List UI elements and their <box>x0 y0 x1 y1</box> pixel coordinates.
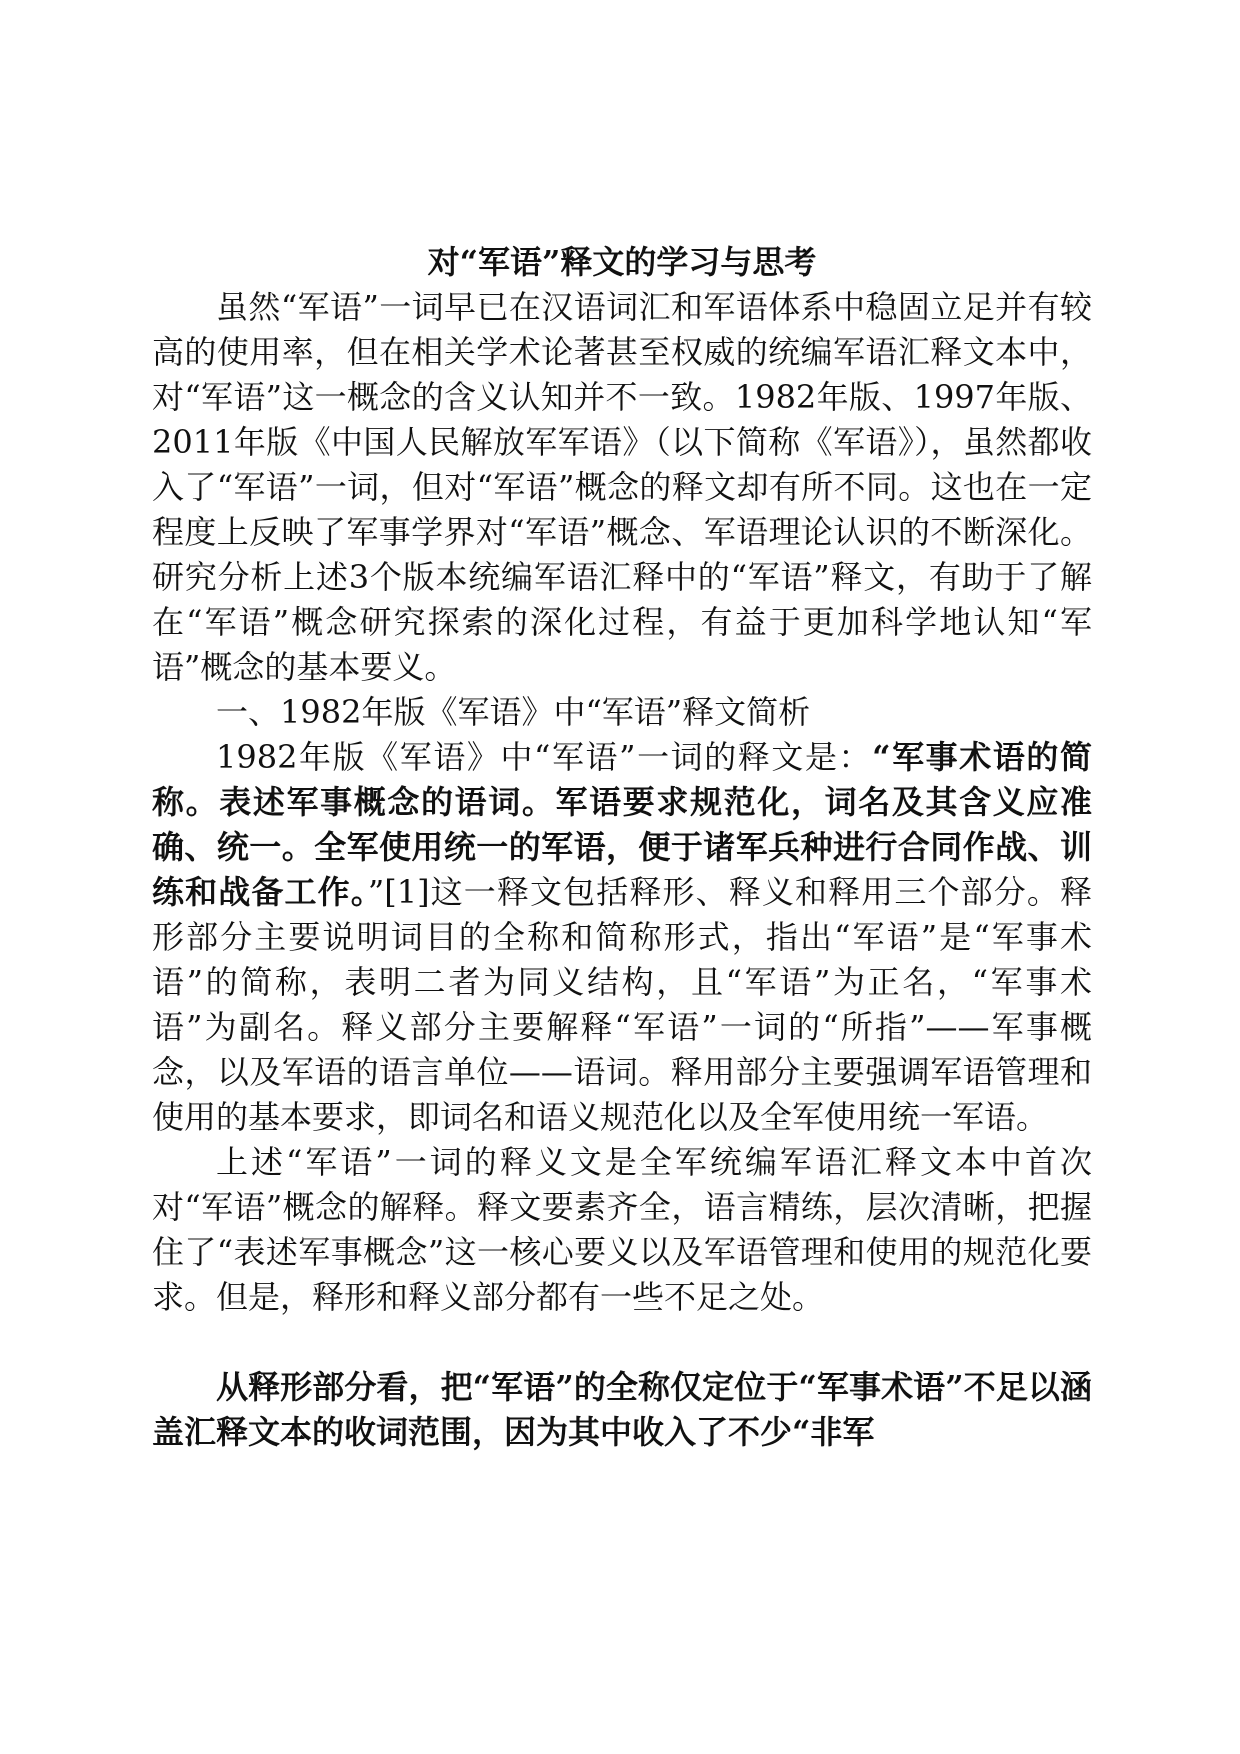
document-body <box>152 240 1092 1455</box>
form-critique-paragraph-bold: 从释形部分看，把“军语”的全称仅定位于“军事术语”不足以涵盖汇释文本的收词范围，因为其中收入了不少“非军 <box>152 1368 1092 1451</box>
paragraph-spacer <box>152 1320 1092 1365</box>
definition-analysis-text: ”[1]这一释文包括释形、释义和释用三个部分。释形部分主要说明词目的全称和简称形式，指出“军语”是“军事术语”的简称，表明二者为同义结构，且“军语”为正名，“军事术语”为副名。释义部分主要解释“军语”一词的“所指”——军事概念，以及军语的语言单位——语词。释用部分主要强调军语管理和使用的基本要求，即词名和语义规范化以及全军使用统一军语。 <box>152 873 1092 1136</box>
document-title: 对“军语”释文的学习与思考 <box>427 243 817 281</box>
definition-intro-text: 1982年版《军语》中“军语”一词的释文是： <box>216 738 873 776</box>
definition-paragraph <box>152 735 1092 1140</box>
evaluation-paragraph: 上述“军语”一词的释义文是全军统编军语汇释文本中首次对“军语”概念的解释。释文要素齐全，语言精练，层次清晰，把握住了“表述军事概念”这一核心要义以及军语管理和使用的规范化要求。但是，释形和释义部分都有一些不足之处。 <box>152 1143 1092 1316</box>
definition-quote-bold: “军事术语的简称。表述军事概念的语词。军语要求规范化，词名及其含义应准确、统一。全军使用统一的军语，便于诸军兵种进行合同作战、训练和战备工作。 <box>152 738 1092 911</box>
section-heading-1: 一、1982年版《军语》中“军语”释文简析 <box>216 693 811 731</box>
intro-paragraph: 虽然“军语”一词早已在汉语词汇和军语体系中稳固立足并有较高的使用率，但在相关学术论著甚至权威的统编军语汇释文本中，对“军语”这一概念的含义认知并不一致。1982年版、1997年版、2011年版《中国人民解放军军语》（以下简称《军语》），虽然都收入了“军语”一词，但对“军语”概念的释文却有所不同。这也在一定程度上反映了军事学界对“军语”概念、军语理论认识的不断深化。研究分析上述3个版本统编军语汇释中的“军语”释文，有助于了解在“军语”概念研究探索的深化过程，有益于更加科学地认知“军语”概念的基本要义。 <box>152 288 1092 686</box>
